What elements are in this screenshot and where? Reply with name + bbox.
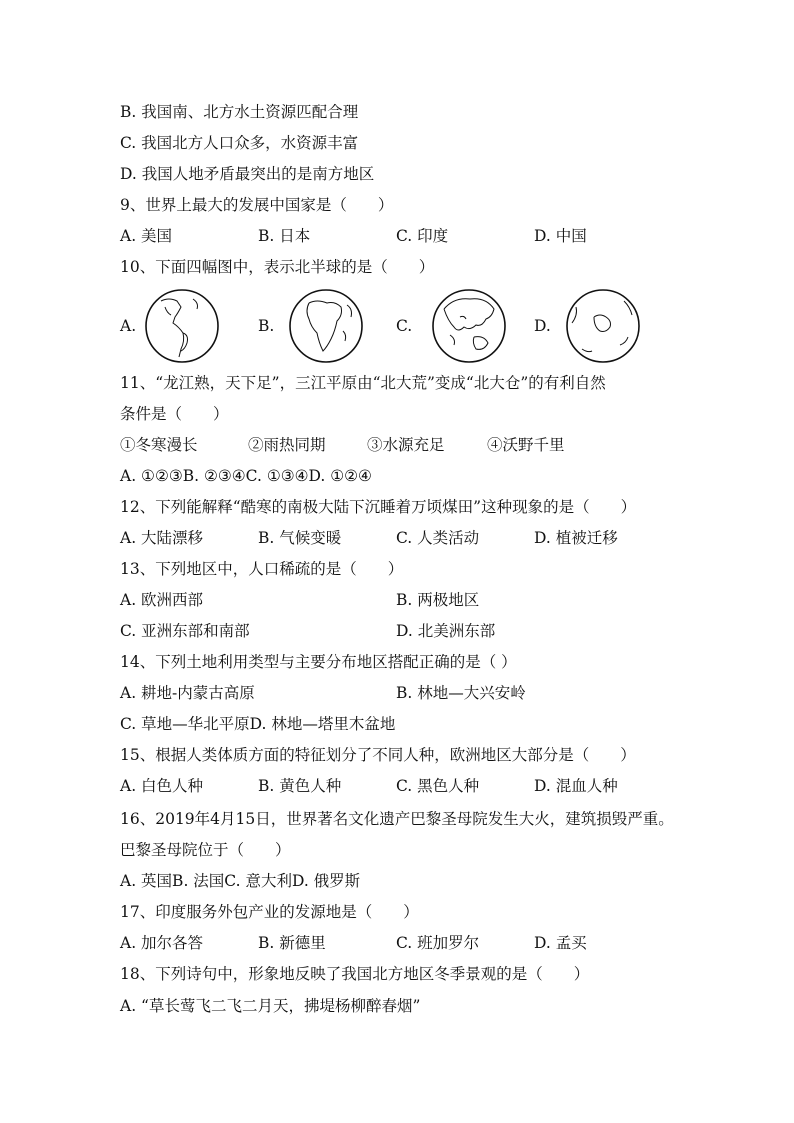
q17-option-b: B. 新德里: [258, 934, 326, 952]
globe-antarctica-icon: [564, 287, 642, 365]
q18-stem: 18、下列诗句中，形象地反映了我国北方地区冬季景观的是（ ）: [120, 965, 590, 983]
q14-option-b: B. 林地—大兴安岭: [396, 684, 526, 702]
q13-option-d: D. 北美洲东部: [396, 622, 496, 640]
q17-option-d: D. 孟买: [534, 934, 587, 952]
q12-option-c: C. 人类活动: [396, 529, 480, 547]
q10-globe-a-label: A.: [120, 317, 137, 335]
q16-options: A. 英国B. 法国C. 意大利D. 俄罗斯: [120, 872, 361, 890]
globe-asia-icon: [430, 287, 508, 365]
q14-option-a: A. 耕地-内蒙古高原: [120, 684, 255, 702]
q11-options: A. ①②③B. ②③④C. ①③④D. ①②④: [120, 467, 372, 485]
globe-africa-icon: [287, 287, 365, 365]
q17-option-a: A. 加尔各答: [120, 934, 204, 952]
q9-option-b: B. 日本: [258, 227, 311, 245]
q13-option-b: B. 两极地区: [396, 591, 480, 609]
q10-stem: 10、下面四幅图中，表示北半球的是（ ）: [120, 258, 435, 276]
q9-option-a: A. 美国: [120, 227, 173, 245]
q16-stem-line2: 巴黎圣母院位于（ ）: [120, 841, 291, 859]
q11-item-3: ③水源充足: [367, 436, 445, 454]
globe-americas-icon: [143, 287, 221, 365]
q8-option-d: D. 我国人地矛盾最突出的是南方地区: [120, 165, 375, 183]
q15-option-a: A. 白色人种: [120, 777, 204, 795]
q15-stem: 15、根据人类体质方面的特征划分了不同人种，欧洲地区大部分是（ ）: [120, 746, 636, 764]
q14-options-cd: C. 草地—华北平原D. 林地—塔里木盆地: [120, 715, 396, 733]
q12-option-a: A. 大陆漂移: [120, 529, 204, 547]
q15-option-b: B. 黄色人种: [258, 777, 342, 795]
q12-option-b: B. 气候变暖: [258, 529, 342, 547]
q16-stem-line1: 16、2019年4月15日，世界著名文化遗产巴黎圣母院发生大火，建筑损毁严重。: [120, 810, 674, 828]
q11-item-1: ①冬寒漫长: [120, 436, 198, 454]
q11-stem-line2: 条件是（ ）: [120, 405, 229, 423]
q15-option-c: C. 黑色人种: [396, 777, 480, 795]
q14-stem: 14、下列土地利用类型与主要分布地区搭配正确的是（ ）: [120, 653, 517, 671]
q12-option-d: D. 植被迁移: [534, 529, 618, 547]
q15-option-d: D. 混血人种: [534, 777, 618, 795]
q8-option-b: B. 我国南、北方水土资源匹配合理: [120, 103, 359, 121]
q13-option-c: C. 亚洲东部和南部: [120, 622, 250, 640]
q10-globe-d-label: D.: [534, 317, 551, 335]
q10-globe-c-label: C.: [396, 317, 413, 335]
q13-option-a: A. 欧洲西部: [120, 591, 204, 609]
q11-item-2: ②雨热同期: [248, 436, 326, 454]
q9-option-d: D. 中国: [534, 227, 587, 245]
q11-item-4: ④沃野千里: [487, 436, 565, 454]
q17-option-c: C. 班加罗尔: [396, 934, 480, 952]
q13-stem: 13、下列地区中，人口稀疏的是（ ）: [120, 560, 404, 578]
q10-globe-b-label: B.: [258, 317, 275, 335]
q9-option-c: C. 印度: [396, 227, 449, 245]
q18-option-a: A. “草长莺飞二飞二月天，拂堤杨柳醉春烟”: [120, 997, 421, 1015]
q17-stem: 17、印度服务外包产业的发源地是（ ）: [120, 903, 419, 921]
q12-stem: 12、下列能解释“酷寒的南极大陆下沉睡着万顷煤田”这种现象的是（ ）: [120, 498, 637, 516]
q9-stem: 9、世界上最大的发展中国家是（ ）: [120, 196, 394, 214]
q8-option-c: C. 我国北方人口众多，水资源丰富: [120, 134, 359, 152]
q11-stem-line1: 11、“龙江熟，天下足”，三江平原由“北大荒”变成“北大仓”的有利自然: [120, 374, 606, 392]
